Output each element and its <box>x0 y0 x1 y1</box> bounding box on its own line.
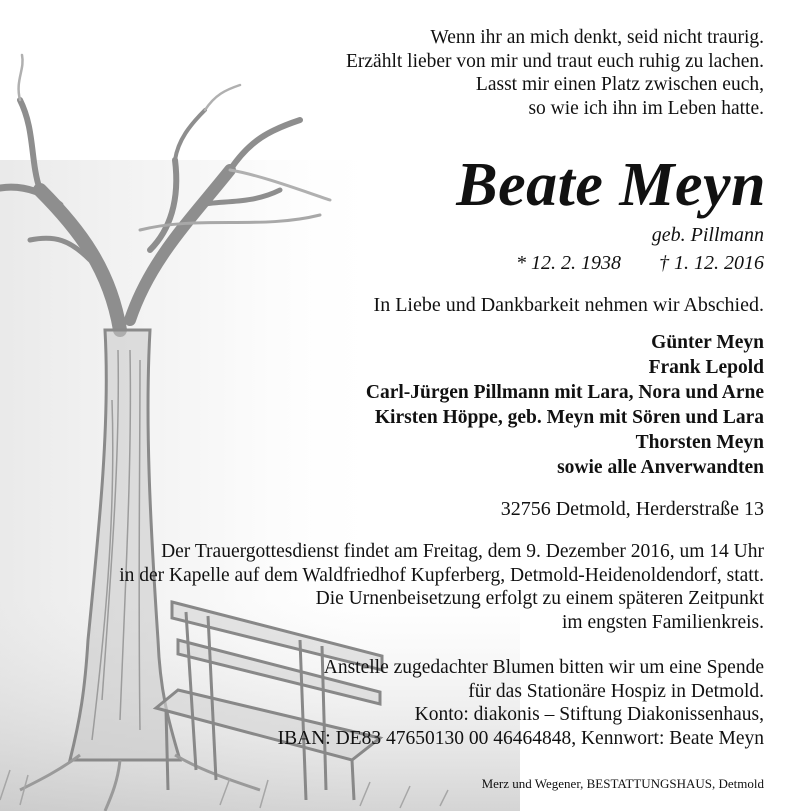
donation-line: Anstelle zugedachter Blumen bitten wir um eine Spende <box>323 657 764 678</box>
mourner: Günter Meyn <box>651 332 764 353</box>
donation-info <box>278 656 764 750</box>
address: 32756 Detmold, Herderstraße 13 <box>500 498 764 520</box>
donation-line: für das Stationäre Hospiz in Detmold. <box>468 680 764 702</box>
mourner: Frank Lepold <box>648 357 764 378</box>
poem-line: Lasst mir einen Platz zwischen euch, <box>475 74 764 95</box>
mourner: Carl-Jürgen Pillmann mit Lara, Nora und Arne <box>365 382 764 403</box>
life-dates <box>516 252 764 275</box>
poem-line: Wenn ihr an mich denkt, seid nicht traurig. <box>430 27 764 48</box>
service-line: Der Trauergottesdienst findet am Freitag, dem 9. Dezember 2016, um 14 Uhr <box>161 541 764 562</box>
donation-line: IBAN: DE83 47650130 00 46464848, Kennwort: Beate Meyn <box>277 727 764 749</box>
mourner: Thorsten Meyn <box>635 432 764 453</box>
poem-line: so wie ich ihn im Leben hatte. <box>528 97 764 119</box>
maiden-name: geb. Pillmann <box>651 224 764 246</box>
service-line: in der Kapelle auf dem Waldfriedhof Kupferberg, Detmold-Heidenoldendorf, statt. <box>119 564 764 586</box>
service-info <box>119 540 764 634</box>
birth-date: * 12. 2. 1938 <box>516 252 621 274</box>
poem-line: Erzählt lieber von mir und traut euch ruhig zu lachen. <box>345 50 764 72</box>
death-date: † 1. 12. 2016 <box>659 252 764 274</box>
service-line: im engsten Familienkreis. <box>561 611 764 633</box>
service-line: Die Urnenbeisetzung erfolgt zu einem späteren Zeitpunkt <box>315 588 764 609</box>
mourner: Kirsten Höppe, geb. Meyn mit Sören und Lara <box>374 407 764 428</box>
deceased-name: Beate Meyn <box>456 151 766 219</box>
poem <box>346 26 764 120</box>
farewell-text: In Liebe und Dankbarkeit nehmen wir Abschied. <box>373 294 764 316</box>
mourner: sowie alle Anverwandten <box>557 457 764 478</box>
funeral-home-credit: Merz und Wegener, BESTATTUNGSHAUS, Detmold <box>481 776 764 791</box>
donation-line: Konto: diakonis – Stiftung Diakonissenhaus, <box>414 704 764 725</box>
mourners-list <box>366 330 764 480</box>
